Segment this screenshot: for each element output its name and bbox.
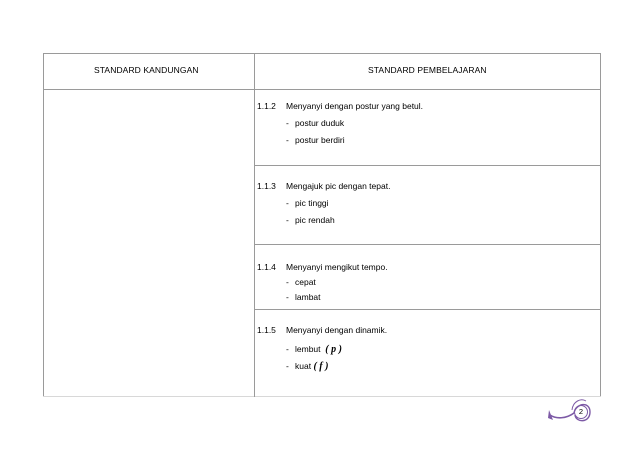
- column-divider: [254, 53, 255, 397]
- standard-title: Mengajuk pic dengan tepat.: [286, 181, 391, 191]
- standard-title: Menyanyi dengan postur yang betul.: [286, 101, 424, 111]
- table-border-right: [600, 53, 601, 397]
- dynamic-symbol: ( f ): [313, 361, 329, 372]
- table-border-left: [43, 53, 44, 397]
- list-item: - pic tinggi: [286, 198, 329, 208]
- standard-title: Menyanyi mengikut tempo.: [286, 262, 388, 272]
- table-border-bottom: [43, 396, 601, 397]
- page-number: 2: [574, 405, 588, 419]
- standard-code: 1.1.2: [257, 101, 276, 111]
- dynamic-symbol: ( p ): [325, 344, 342, 355]
- list-item: - lembut ( p ): [286, 344, 342, 355]
- standard-title: Menyanyi dengan dinamik.: [286, 325, 388, 335]
- row-divider: [254, 165, 601, 166]
- table-border-top: [43, 53, 601, 54]
- header-divider: [43, 89, 601, 90]
- row-divider: [254, 244, 601, 245]
- list-item: - kuat ( f ): [286, 361, 329, 372]
- row-divider: [254, 309, 601, 310]
- header-learning-standard: STANDARD PEMBELAJARAN: [368, 65, 487, 75]
- standard-code: 1.1.4: [257, 262, 276, 272]
- list-item: - lambat: [286, 292, 321, 302]
- list-item: - postur duduk: [286, 118, 345, 128]
- header-content-standard: STANDARD KANDUNGAN: [94, 65, 199, 75]
- standard-code: 1.1.3: [257, 181, 276, 191]
- list-item: - postur berdiri: [286, 135, 345, 145]
- list-item: - cepat: [286, 277, 316, 287]
- standard-code: 1.1.5: [257, 325, 276, 335]
- list-item: - pic rendah: [286, 215, 335, 225]
